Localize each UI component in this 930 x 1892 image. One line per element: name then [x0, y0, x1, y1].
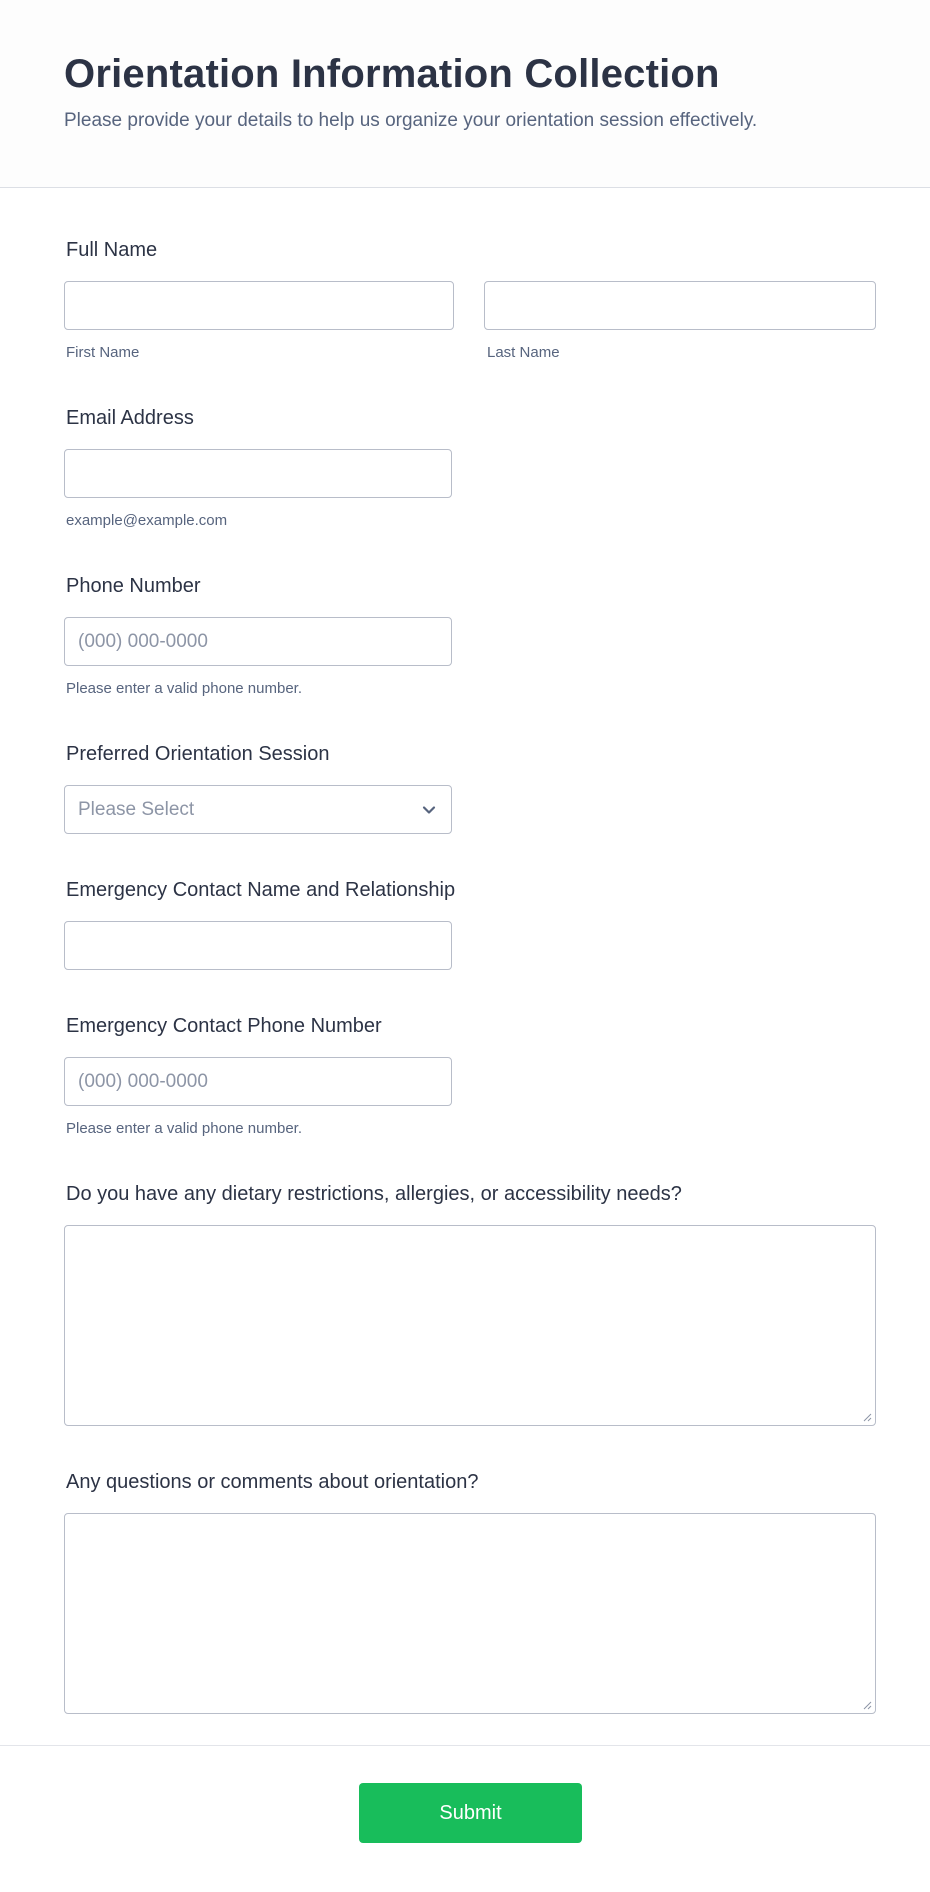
session-label: Preferred Orientation Session	[66, 743, 330, 765]
emergency-phone-sublabel: Please enter a valid phone number.	[66, 1120, 302, 1137]
resize-grip-icon[interactable]	[862, 1412, 872, 1422]
phone-label: Phone Number	[66, 575, 201, 597]
session-select[interactable]	[64, 785, 452, 834]
email-input[interactable]	[64, 449, 452, 498]
form-header	[0, 0, 930, 188]
last-name-input[interactable]	[484, 281, 876, 330]
footer-divider	[0, 1745, 930, 1746]
first-name-sublabel: First Name	[66, 344, 140, 361]
emergency-name-label: Emergency Contact Name and Relationship	[66, 879, 456, 901]
chevron-down-icon	[421, 802, 437, 818]
emergency-phone-label: Emergency Contact Phone Number	[66, 1015, 382, 1037]
full-name-label: Full Name	[66, 239, 158, 261]
email-label: Email Address	[66, 407, 194, 429]
last-name-sublabel: Last Name	[487, 344, 560, 361]
emergency-phone-input[interactable]	[64, 1057, 452, 1106]
email-sublabel: example@example.com	[66, 512, 228, 529]
submit-button[interactable]: Submit	[359, 1783, 582, 1843]
questions-label: Any questions or comments about orientation?	[66, 1471, 479, 1493]
page-subtitle: Please provide your details to help us organize your orientation session effectively.	[64, 110, 758, 131]
phone-input[interactable]	[64, 617, 452, 666]
phone-sublabel: Please enter a valid phone number.	[66, 680, 302, 697]
page-title: Orientation Information Collection	[64, 52, 720, 96]
questions-textarea[interactable]	[64, 1513, 876, 1714]
emergency-name-input[interactable]	[64, 921, 452, 970]
resize-grip-icon[interactable]	[862, 1700, 872, 1710]
first-name-input[interactable]	[64, 281, 454, 330]
needs-label: Do you have any dietary restrictions, allergies, or accessibility needs?	[66, 1183, 682, 1205]
session-select-value: Please Select	[78, 799, 195, 820]
needs-textarea[interactable]	[64, 1225, 876, 1426]
